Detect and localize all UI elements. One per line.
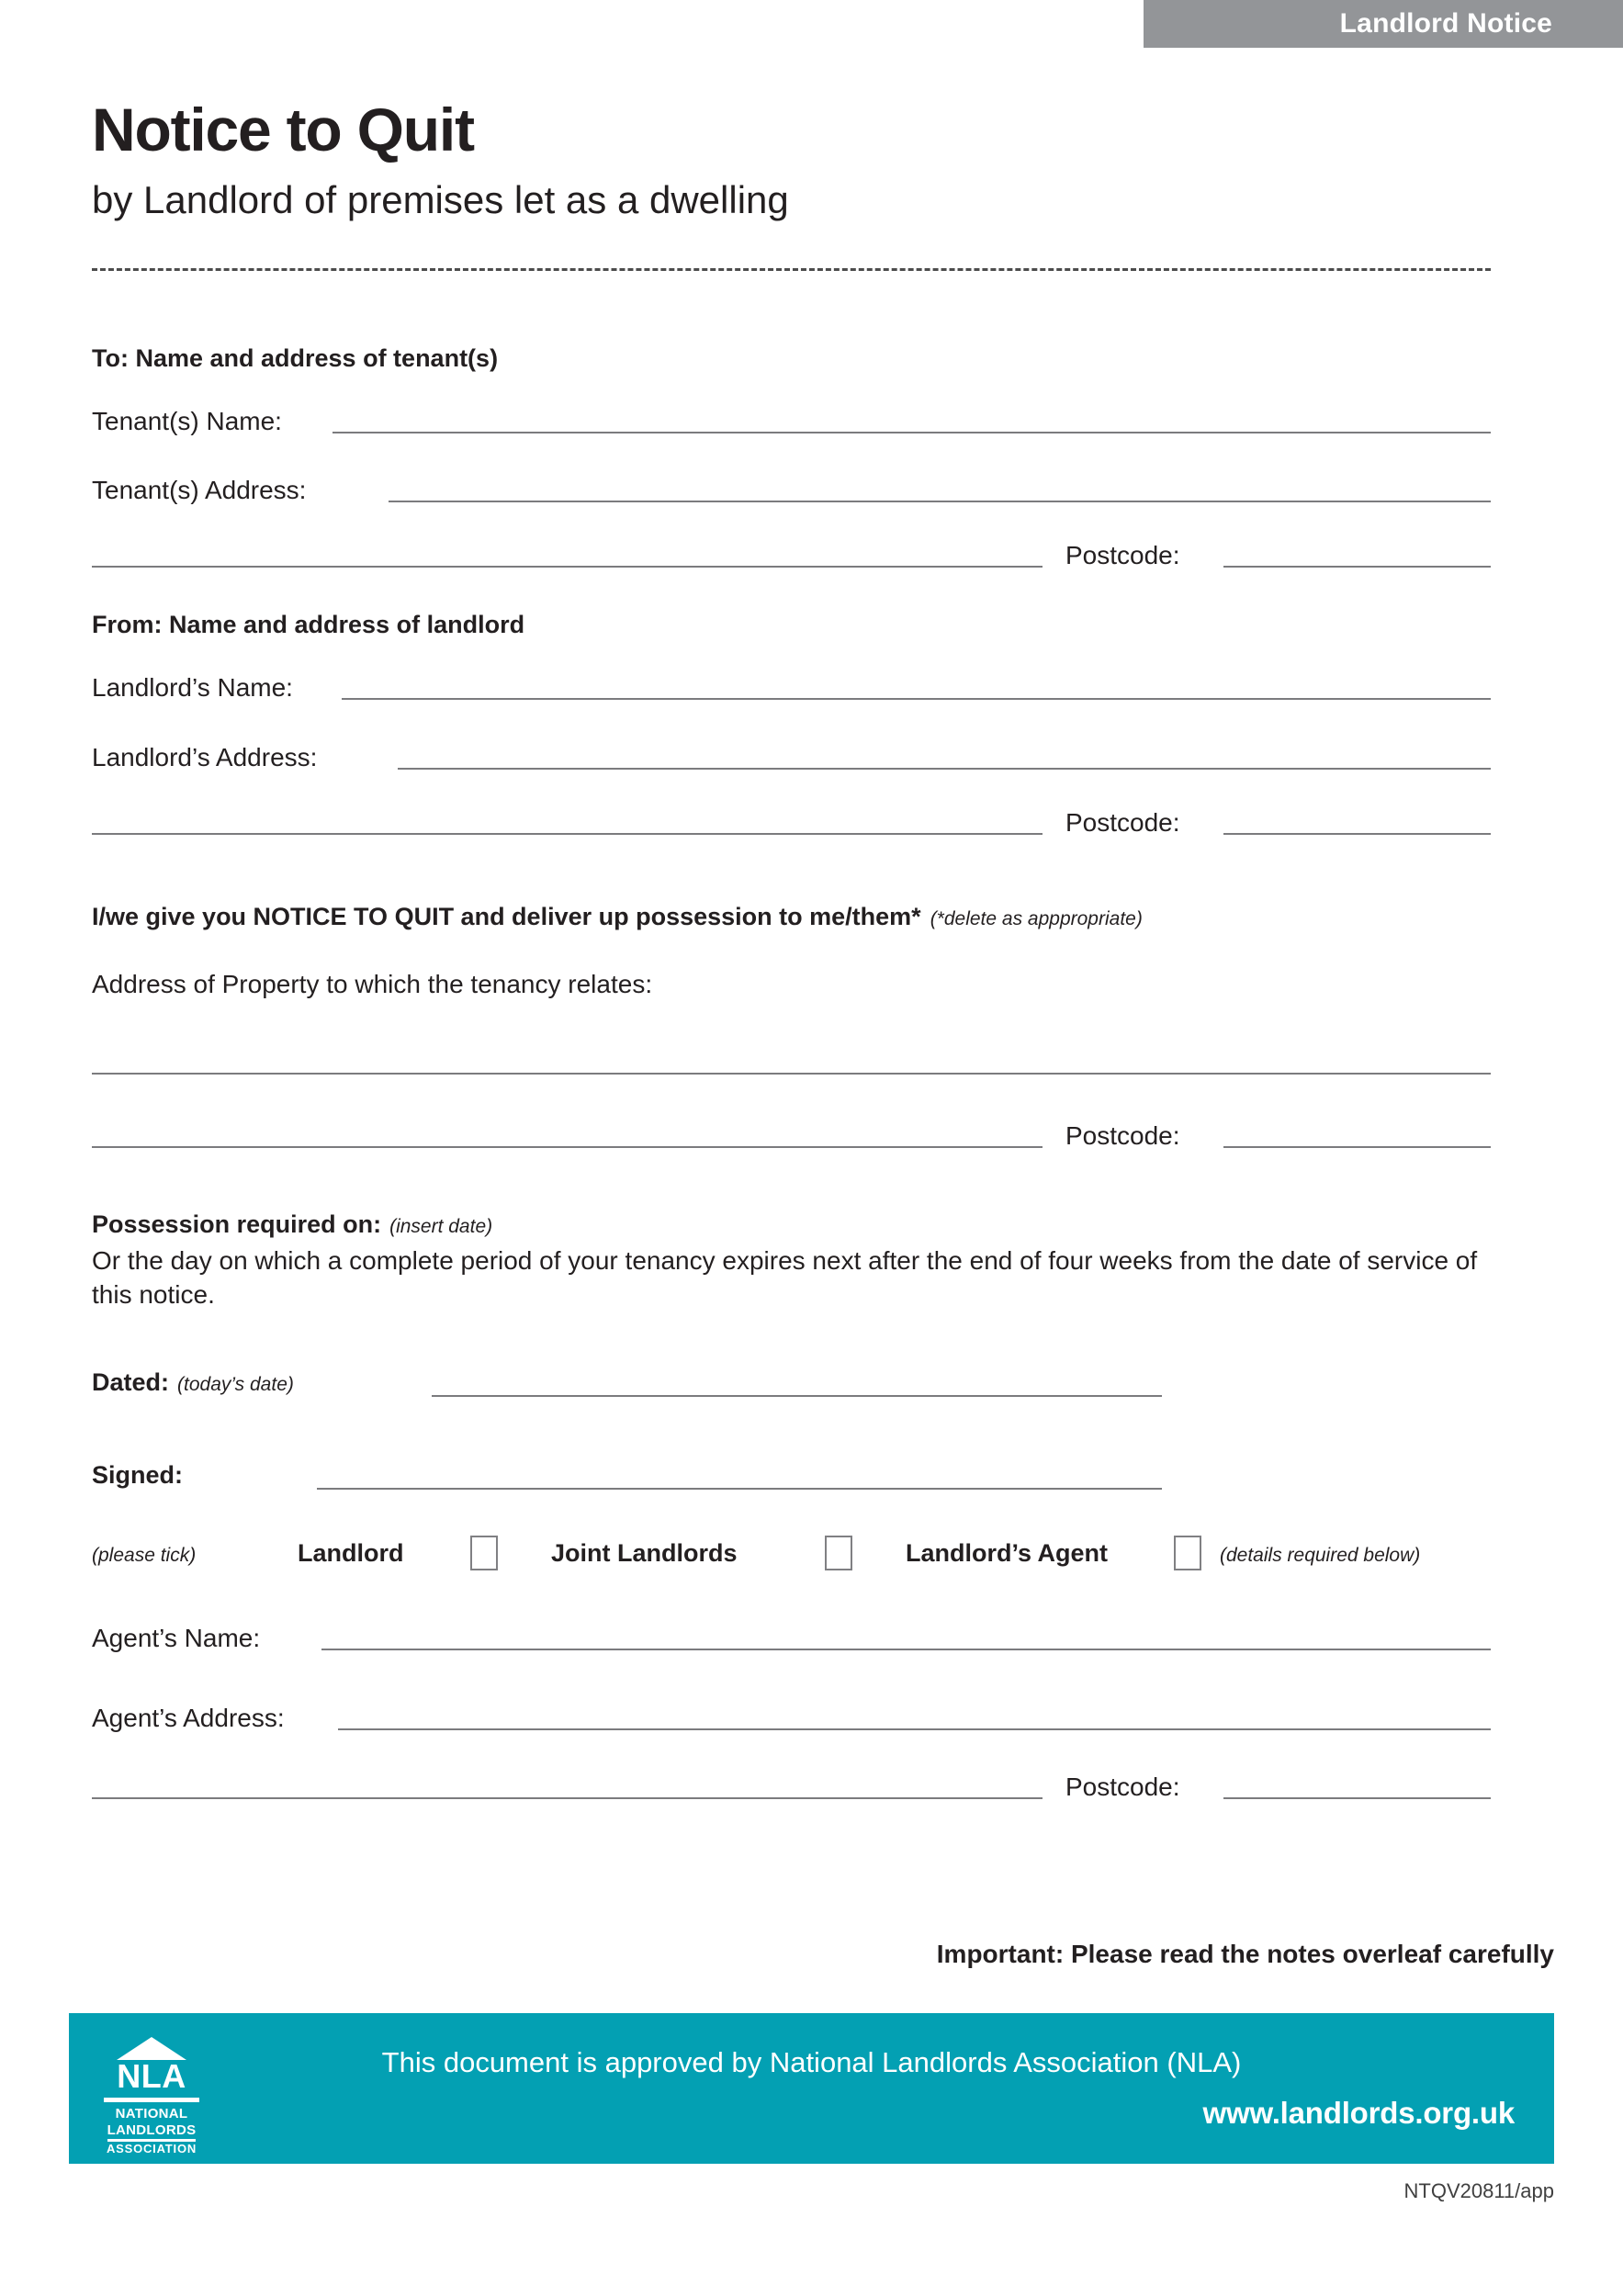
agent-postcode-label: Postcode: <box>1065 1773 1180 1801</box>
nla-initials: NLA <box>117 2057 186 2095</box>
tenant-postcode-input[interactable] <box>1223 566 1491 568</box>
landlords-agent-checkbox[interactable] <box>1174 1536 1201 1570</box>
nla-line-national: NATIONAL <box>115 2106 188 2122</box>
tenant-section-heading: To: Name and address of tenant(s) <box>92 344 499 372</box>
property-address-label: Address of Property to which the tenancy relates: <box>92 970 653 998</box>
possession-heading <box>92 1210 492 1239</box>
property-address-input-line1[interactable] <box>92 1073 1491 1075</box>
signed-input[interactable] <box>317 1488 1162 1490</box>
tenant-postcode-label: Postcode: <box>1065 541 1180 569</box>
property-address-input-line2[interactable] <box>92 1146 1043 1148</box>
landlord-option-label: Landlord <box>298 1539 404 1567</box>
landlord-notice-banner <box>1144 0 1623 48</box>
notice-statement <box>92 903 1143 931</box>
signed-label: Signed: <box>92 1461 183 1489</box>
landlord-postcode-label: Postcode: <box>1065 808 1180 837</box>
agent-address-input-line1[interactable] <box>338 1728 1491 1730</box>
document-reference-code: NTQV20811/app <box>1403 2179 1554 2202</box>
possession-heading-text: Possession required on: <box>92 1210 382 1238</box>
nla-divider-bar <box>104 2098 199 2102</box>
property-postcode-input[interactable] <box>1223 1146 1491 1148</box>
dated-label-text: Dated: <box>92 1368 170 1396</box>
agent-postcode-input[interactable] <box>1223 1797 1491 1799</box>
please-tick-note: (please tick) <box>92 1545 197 1566</box>
title-divider <box>92 268 1491 271</box>
tenant-address-input-line1[interactable] <box>389 501 1491 502</box>
notice-statement-text: I/we give you NOTICE TO QUIT and deliver up possession to me/them* <box>92 903 921 930</box>
tenant-address-label: Tenant(s) Address: <box>92 476 307 504</box>
nla-line-association: ASSOCIATION <box>106 2142 197 2155</box>
landlord-address-input-line1[interactable] <box>398 768 1491 770</box>
joint-landlords-checkbox[interactable] <box>825 1536 852 1570</box>
possession-heading-note: (insert date) <box>389 1216 493 1237</box>
tenant-address-input-line2[interactable] <box>92 566 1043 568</box>
tenant-name-label: Tenant(s) Name: <box>92 407 282 435</box>
tenant-name-input[interactable] <box>332 432 1491 433</box>
landlord-name-input[interactable] <box>342 698 1491 700</box>
details-required-note: (details required below) <box>1220 1545 1421 1566</box>
possession-body-text: Or the day on which a complete period of your tenancy expires next after the end of four weeks from the date of service of this notice. <box>92 1246 1478 1309</box>
footer-approved-text: This document is approved by National Landlords Association (NLA) <box>381 2046 1242 2078</box>
agent-address-label: Agent’s Address: <box>92 1704 285 1732</box>
dated-label <box>92 1368 294 1397</box>
footer-website-url[interactable]: www.landlords.org.uk <box>1202 2096 1515 2130</box>
dated-label-note: (today’s date) <box>177 1374 294 1395</box>
agent-address-input-line2[interactable] <box>92 1797 1043 1799</box>
landlord-address-label: Landlord’s Address: <box>92 743 318 771</box>
dated-input[interactable] <box>432 1395 1162 1397</box>
property-postcode-label: Postcode: <box>1065 1121 1180 1150</box>
page-title: Notice to Quit <box>92 96 474 163</box>
landlord-checkbox[interactable] <box>470 1536 498 1570</box>
agent-name-input[interactable] <box>321 1649 1491 1650</box>
landlord-postcode-input[interactable] <box>1223 833 1491 835</box>
signatory-type-row <box>92 1528 1491 1574</box>
landlord-section-heading: From: Name and address of landlord <box>92 611 525 638</box>
landlord-address-input-line2[interactable] <box>92 833 1043 835</box>
landlords-agent-option-label: Landlord’s Agent <box>906 1539 1108 1567</box>
agent-name-label: Agent’s Name: <box>92 1624 261 1652</box>
nla-line-landlords: LANDLORDS <box>107 2122 197 2138</box>
landlord-name-label: Landlord’s Name: <box>92 673 293 702</box>
joint-landlords-option-label: Joint Landlords <box>551 1539 738 1567</box>
banner-label: Landlord Notice <box>1339 8 1552 39</box>
page-subtitle: by Landlord of premises let as a dwelling <box>92 178 789 221</box>
notice-statement-note: (*delete as apppropriate) <box>930 908 1143 929</box>
important-notice-line: Important: Please read the notes overleaf carefully <box>936 1940 1554 1968</box>
nla-footer-banner <box>69 2013 1554 2164</box>
